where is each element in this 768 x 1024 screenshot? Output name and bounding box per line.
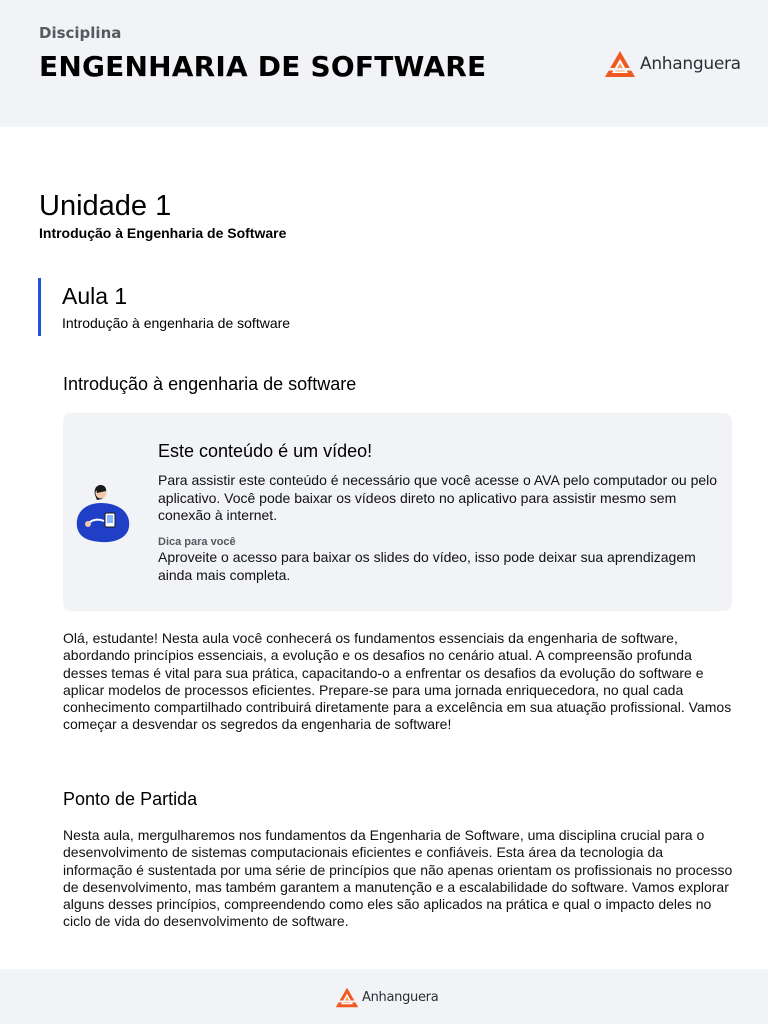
brand-logo — [604, 50, 741, 78]
footer-brand-logo — [335, 987, 438, 1008]
video-notice-text: Para assistir este conteúdo é necessário que você acesse o AVA pelo computador ou pelo aplicativo. Você pode baixar os vídeos direto no aplicativo para assistir mesmo sem conexão à internet. — [158, 472, 718, 523]
footer-brand-name: Anhanguera — [362, 990, 439, 1005]
video-notice-card — [63, 413, 732, 611]
unit-subtitle: Introdução à Engenharia de Software — [39, 225, 287, 241]
lesson-title: Aula 1 — [62, 283, 128, 309]
page-header — [0, 0, 768, 127]
intro-paragraph: Olá, estudante! Nesta aula você conhecerá os fundamentos essenciais da engenharia de software, abordando princípios essenciais, a evolução e os desafios no cenário atual. A compreensão profunda desses temas é vital para sua prática, capacitando-o a enfrentar os desafios da evolução do software e aplicar modelos de processos eficientes. Prepare-se para uma jornada enriquecedora, no qual cada conhecimento compartilhado contribuirá diretamente para a excelência em sua atuação profissional. Vamos começar a desvendar os segredos da engenharia de software! — [63, 630, 732, 733]
unit-title: Unidade 1 — [39, 190, 172, 222]
lesson-subtitle: Introdução à engenharia de software — [62, 315, 291, 331]
tip-label: Dica para você — [158, 536, 236, 548]
tip-text: Aproveite o acesso para baixar os slides do vídeo, isso pode deixar sua aprendizagem ainda mais completa. — [158, 549, 696, 583]
anhanguera-logo-icon — [335, 987, 359, 1008]
person-with-phone-icon — [73, 483, 135, 543]
starting-point-paragraph: Nesta aula, mergulharemos nos fundamentos da Engenharia de Software, uma disciplina crucial para o desenvolvimento de sistemas computacionais eficientes e confiáveis. Esta área da tecnologia da informação é sustentada por uma série de princípios que não apenas orientam os profissionais no processo de desenvolvimento, mas também garantem a manutenção e a escalabilidade do software. Vamos explorar alguns desses princípios, compreendendo como eles são aplicados na prática e qual o impacto deles no ciclo de vida do desenvolvimento de software. — [63, 827, 733, 930]
discipline-label: Disciplina — [39, 24, 122, 42]
discipline-title: ENGENHARIA DE SOFTWARE — [39, 50, 487, 83]
section-heading-starting-point: Ponto de Partida — [63, 789, 198, 809]
brand-name: Anhanguera — [640, 54, 741, 74]
lesson-accent-bar — [38, 278, 41, 336]
section-heading-intro: Introdução à engenharia de software — [63, 374, 357, 394]
anhanguera-logo-icon — [604, 50, 636, 78]
video-notice-title: Este conteúdo é um vídeo! — [158, 441, 373, 461]
